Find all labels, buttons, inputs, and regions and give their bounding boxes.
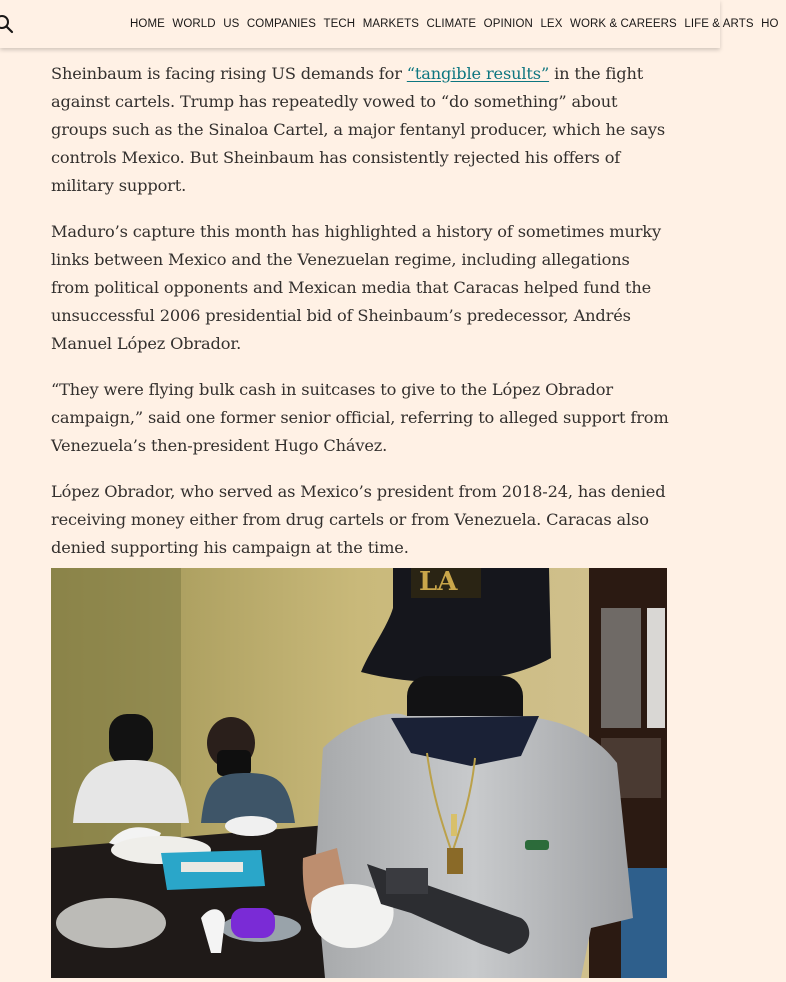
nav-list xyxy=(130,0,786,48)
nav-us[interactable]: US xyxy=(223,18,240,30)
svg-text:LA: LA xyxy=(419,567,458,597)
paragraph-4: López Obrador, who served as Mexico’s president from 2018-24, has denied receiving money either from drug cartels or from Venezuela. Caracas also denied supporting his campaign at the time. xyxy=(51,482,666,557)
search-icon[interactable] xyxy=(0,14,14,34)
nav-climate[interactable]: CLIMATE xyxy=(426,18,477,30)
nav-companies[interactable]: COMPANIES xyxy=(246,18,316,30)
article-photo[interactable] xyxy=(51,568,667,978)
article-photo-illustration xyxy=(51,568,667,978)
article-body xyxy=(51,60,671,580)
nav-work-careers[interactable]: WORK & CAREERS xyxy=(569,18,677,30)
top-navigation xyxy=(0,0,779,48)
nav-lex[interactable]: LEX xyxy=(540,18,563,30)
nav-life-arts[interactable]: LIFE & ARTS xyxy=(684,18,754,30)
nav-markets[interactable]: MARKETS xyxy=(362,18,419,30)
paragraph-1-text-end: in the fight against cartels. Trump has repeatedly vowed to “do something” about groups such as the Sinaloa Cartel, a major fentanyl producer, which he says controls Mexico. But Sheinbaum has consistently rejected his offers of military support. xyxy=(51,64,666,195)
nav-opinion[interactable]: OPINION xyxy=(483,18,533,30)
nav-home[interactable]: HOME xyxy=(130,18,165,30)
paragraph-3: “They were flying bulk cash in suitcases to give to the López Obrador campaign,” said one former senior official, referring to alleged support from Venezuela’s then-president Hugo Chávez. xyxy=(51,380,669,455)
tangible-results-link[interactable]: “tangible results” xyxy=(406,64,550,83)
paragraph-2: Maduro’s capture this month has highlighted a history of sometimes murky links between Mexico and the Venezuelan regime, including allegations from political opponents and Mexican media that Caracas helped fund the unsuccessful 2006 presidential bid of Sheinbaum’s predecessor, Andrés Manuel López Obrador. xyxy=(51,222,661,353)
nav-home-truncated[interactable]: HO xyxy=(761,18,779,30)
nav-tech[interactable]: TECH xyxy=(323,18,356,30)
paragraph-1 xyxy=(51,60,671,200)
paragraph-1-text-start: Sheinbaum is facing rising US demands for xyxy=(51,64,407,83)
nav-world[interactable]: WORLD xyxy=(172,18,216,30)
